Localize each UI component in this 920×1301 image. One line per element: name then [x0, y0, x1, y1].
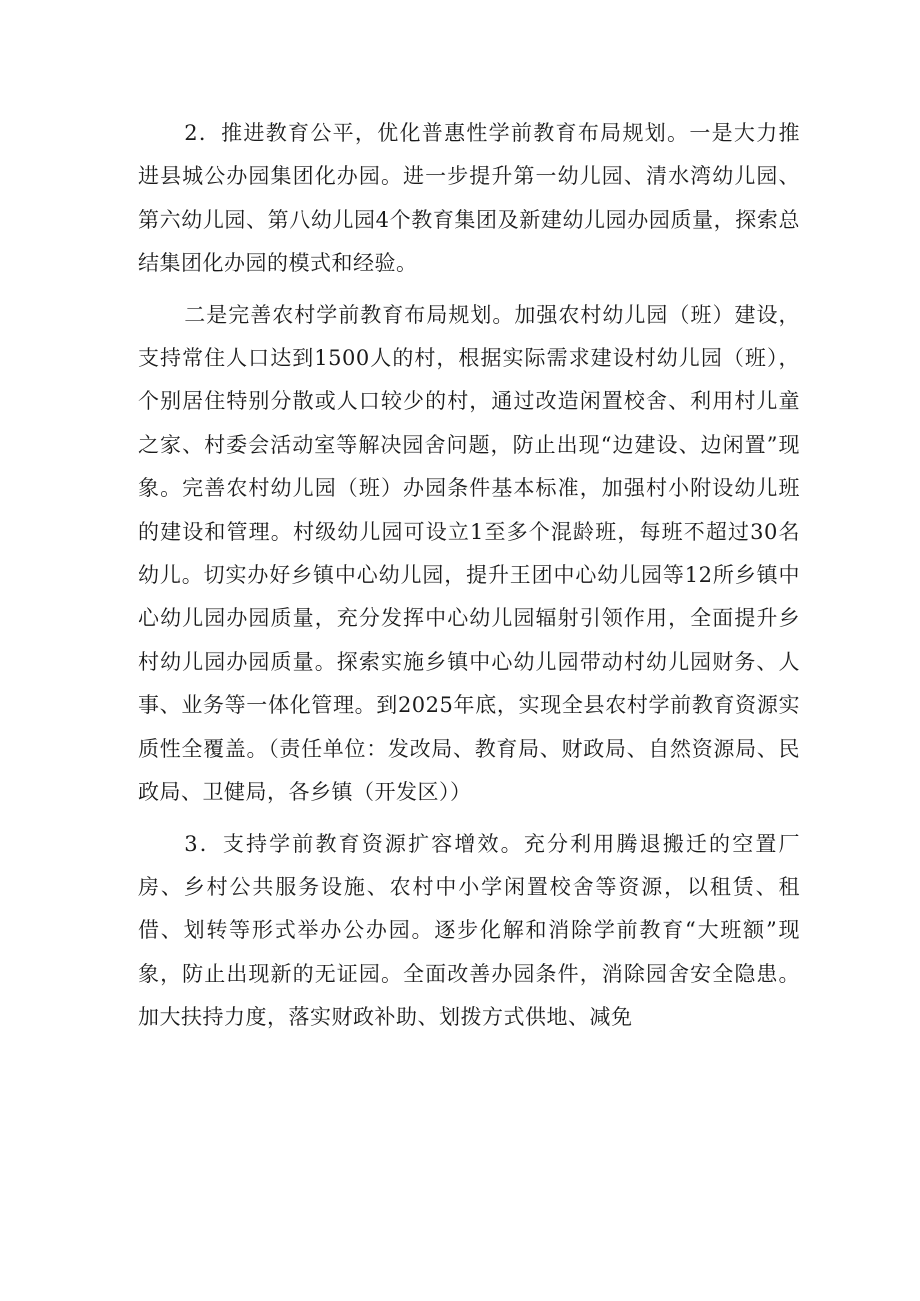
document-body [138, 112, 800, 1040]
paragraph-promote-equity: 2．推进教育公平，优化普惠性学前教育布局规划。一是大力推进县城公办园集团化办园。进一步提升第一幼儿园、清水湾幼儿园、第六幼儿园、第八幼儿园4个教育集团及新建幼儿园办园质量，探索总结集团化办园的模式和经验。 [138, 121, 800, 276]
paragraph-resource-expansion: 3．支持学前教育资源扩容增效。充分利用腾退搬迁的空置厂房、乡村公共服务设施、农村中小学闲置校舍等资源，以租赁、租借、划转等形式举办公办园。逐步化解和消除学前教育“大班额”现象，防止出现新的无证园。全面改善办园条件，消除园舍安全隐患。加大扶持力度，落实财政补助、划拨方式供地、减免 [138, 831, 800, 1030]
paragraph-rural-layout: 二是完善农村学前教育布局规划。加强农村幼儿园（班）建设，支持常住人口达到1500人的村，根据实际需求建设村幼儿园（班），个别居住特别分散或人口较少的村，通过改造闲置校舍、利用村儿童之家、村委会活动室等解决园舍问题，防止出现“边建设、边闲置”现象。完善农村幼儿园（班）办园条件基本标准，加强村小附设幼儿班的建设和管理。村级幼儿园可设立1至多个混龄班，每班不超过30名幼儿。切实办好乡镇中心幼儿园，提升王团中心幼儿园等12所乡镇中心幼儿园办园质量，充分发挥中心幼儿园辐射引领作用，全面提升乡村幼儿园办园质量。探索实施乡镇中心幼儿园带动村幼儿园财务、人事、业务等一体化管理。到2025年底，实现全县农村学前教育资源实质性全覆盖。（责任单位：发改局、教育局、财政局、自然资源局、民政局、卫健局，各乡镇（开发区）） [138, 302, 800, 805]
